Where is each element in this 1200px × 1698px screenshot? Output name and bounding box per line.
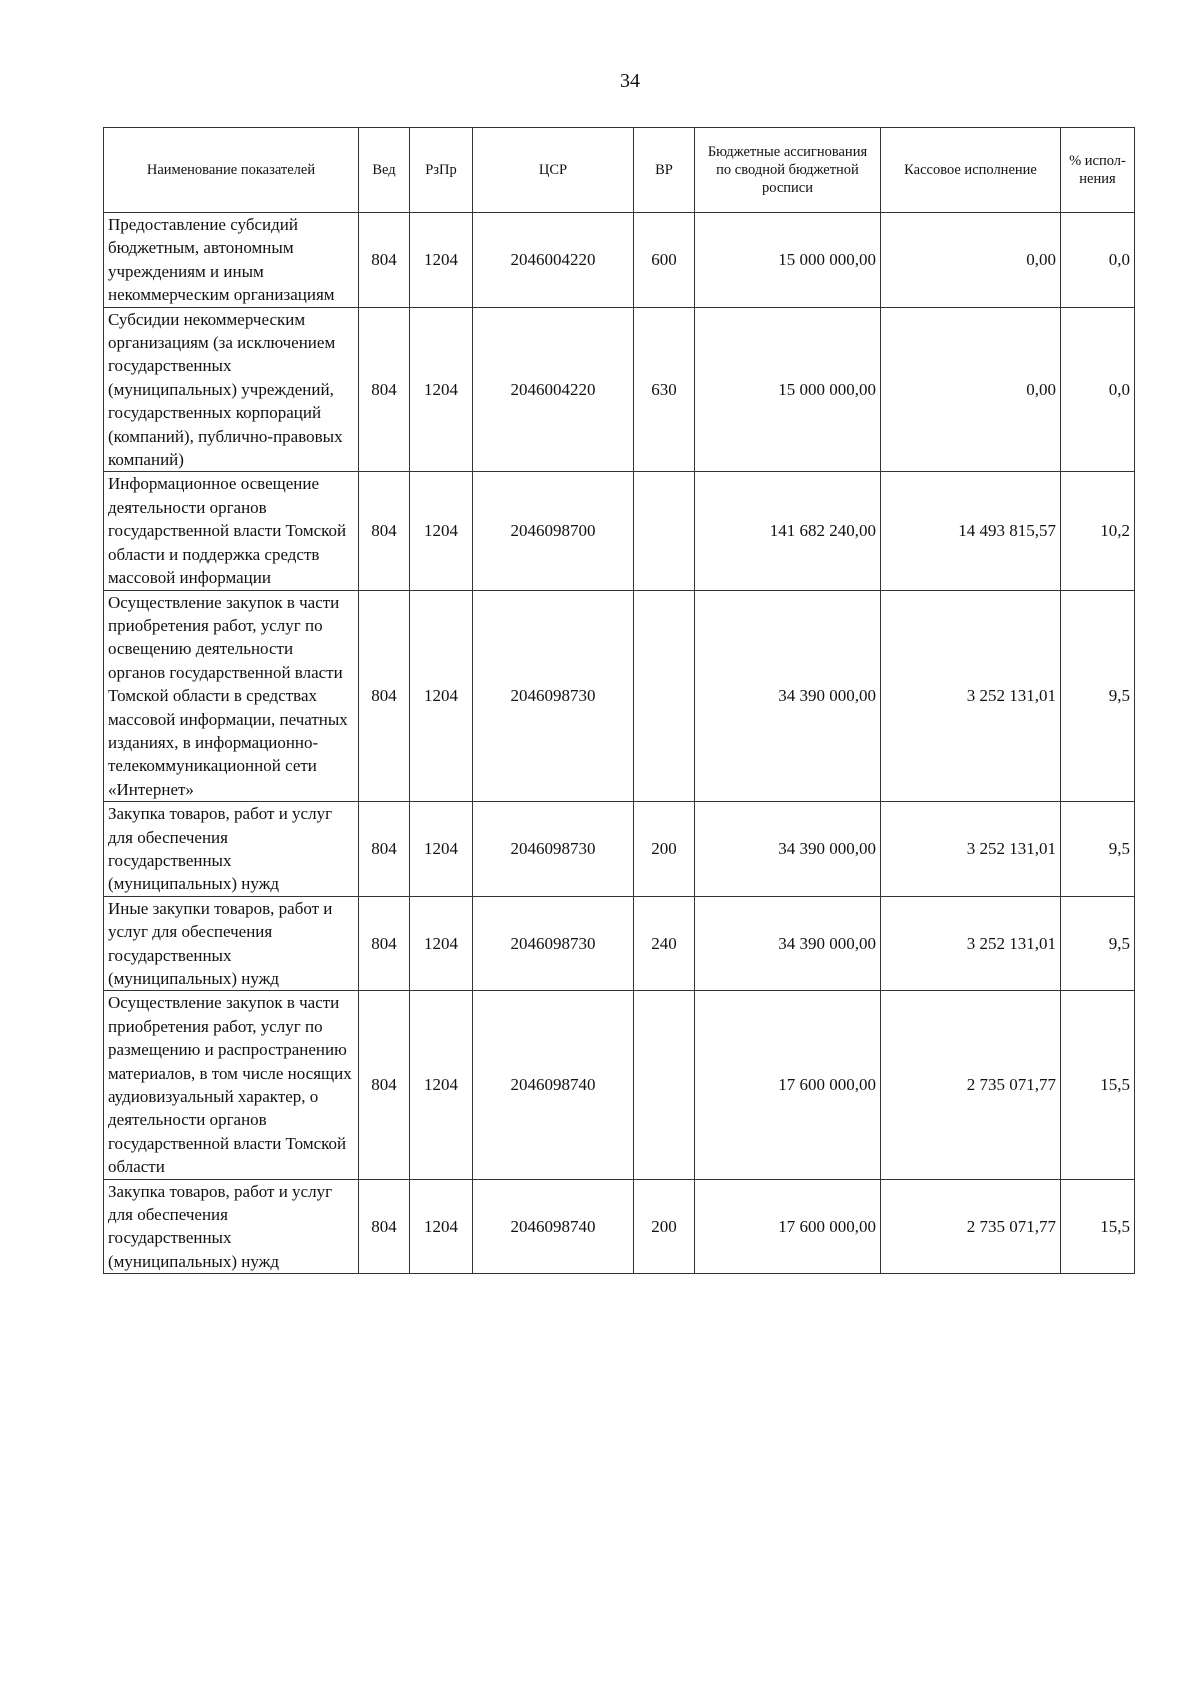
row-name: Субсидии некоммерческим организациям (за исключением государственных (муниципальных) учреждений, государственных корпораций (компаний), публично-правовых компаний): [104, 307, 359, 472]
row-name: Закупка товаров, работ и услуг для обеспечения государственных (муниципальных) нужд: [104, 1179, 359, 1274]
row-vr: 200: [634, 802, 695, 897]
row-cash: 0,00: [881, 307, 1061, 472]
row-name: Осуществление закупок в части приобретения работ, услуг по размещению и распространению материалов, в том числе носящих аудиовизуальный характер, о деятельности органов государственной власти Томской области: [104, 991, 359, 1179]
row-budget: 15 000 000,00: [695, 213, 881, 308]
row-vr: 630: [634, 307, 695, 472]
row-cash: 2 735 071,77: [881, 1179, 1061, 1274]
row-csr: 2046098730: [473, 896, 634, 991]
row-vr: 600: [634, 213, 695, 308]
header-vr: ВР: [634, 128, 695, 213]
header-csr: ЦСР: [473, 128, 634, 213]
table-header-row: [104, 128, 1135, 213]
header-rzpr: РзПр: [410, 128, 473, 213]
row-percent: 0,0: [1061, 213, 1135, 308]
table-row: [104, 307, 1135, 472]
row-ved: 804: [359, 307, 410, 472]
row-csr: 2046004220: [473, 213, 634, 308]
row-rzpr: 1204: [410, 1179, 473, 1274]
row-cash: 3 252 131,01: [881, 590, 1061, 802]
row-rzpr: 1204: [410, 896, 473, 991]
row-budget: 17 600 000,00: [695, 991, 881, 1179]
row-rzpr: 1204: [410, 213, 473, 308]
row-csr: 2046098700: [473, 472, 634, 590]
row-ved: 804: [359, 896, 410, 991]
row-percent: 0,0: [1061, 307, 1135, 472]
table-row: [104, 213, 1135, 308]
header-percent: % испол-нения: [1061, 128, 1135, 213]
row-percent: 15,5: [1061, 991, 1135, 1179]
table-row: [104, 896, 1135, 991]
row-csr: 2046098730: [473, 590, 634, 802]
header-budget: Бюджетные ассигнования по сводной бюджетной росписи: [695, 128, 881, 213]
row-name: Закупка товаров, работ и услуг для обеспечения государственных (муниципальных) нужд: [104, 802, 359, 897]
header-ved: Вед: [359, 128, 410, 213]
row-cash: 2 735 071,77: [881, 991, 1061, 1179]
row-budget: 34 390 000,00: [695, 896, 881, 991]
row-budget: 34 390 000,00: [695, 590, 881, 802]
row-rzpr: 1204: [410, 991, 473, 1179]
row-name: Осуществление закупок в части приобретения работ, услуг по освещению деятельности органов государственной власти Томской области в средствах массовой информации, печатных изданиях, в информационно-телекоммуникационной сети «Интернет»: [104, 590, 359, 802]
table-row: [104, 472, 1135, 590]
table-row: [104, 802, 1135, 897]
row-percent: 9,5: [1061, 590, 1135, 802]
row-vr: [634, 472, 695, 590]
row-name: Предоставление субсидий бюджетным, автономным учреждениям и иным некоммерческим организациям: [104, 213, 359, 308]
row-ved: 804: [359, 991, 410, 1179]
row-percent: 9,5: [1061, 802, 1135, 897]
row-ved: 804: [359, 1179, 410, 1274]
header-cash: Кассовое исполнение: [881, 128, 1061, 213]
budget-execution-table: [103, 127, 1135, 1274]
row-budget: 15 000 000,00: [695, 307, 881, 472]
row-percent: 15,5: [1061, 1179, 1135, 1274]
row-percent: 10,2: [1061, 472, 1135, 590]
row-csr: 2046098740: [473, 991, 634, 1179]
row-csr: 2046004220: [473, 307, 634, 472]
row-ved: 804: [359, 590, 410, 802]
row-budget: 141 682 240,00: [695, 472, 881, 590]
row-ved: 804: [359, 472, 410, 590]
row-rzpr: 1204: [410, 590, 473, 802]
row-budget: 34 390 000,00: [695, 802, 881, 897]
row-vr: 240: [634, 896, 695, 991]
header-name: Наименование показателей: [104, 128, 359, 213]
table-row: [104, 1179, 1135, 1274]
row-vr: 200: [634, 1179, 695, 1274]
row-cash: 3 252 131,01: [881, 896, 1061, 991]
row-rzpr: 1204: [410, 472, 473, 590]
row-ved: 804: [359, 213, 410, 308]
row-cash: 0,00: [881, 213, 1061, 308]
row-name: Иные закупки товаров, работ и услуг для обеспечения государственных (муниципальных) нужд: [104, 896, 359, 991]
table-row: [104, 590, 1135, 802]
row-name: Информационное освещение деятельности органов государственной власти Томской области и поддержка средств массовой информации: [104, 472, 359, 590]
row-vr: [634, 991, 695, 1179]
row-cash: 14 493 815,57: [881, 472, 1061, 590]
row-rzpr: 1204: [410, 307, 473, 472]
row-csr: 2046098730: [473, 802, 634, 897]
table-row: [104, 991, 1135, 1179]
row-percent: 9,5: [1061, 896, 1135, 991]
row-cash: 3 252 131,01: [881, 802, 1061, 897]
page-number: 34: [620, 70, 640, 92]
row-rzpr: 1204: [410, 802, 473, 897]
row-budget: 17 600 000,00: [695, 1179, 881, 1274]
row-vr: [634, 590, 695, 802]
row-csr: 2046098740: [473, 1179, 634, 1274]
row-ved: 804: [359, 802, 410, 897]
